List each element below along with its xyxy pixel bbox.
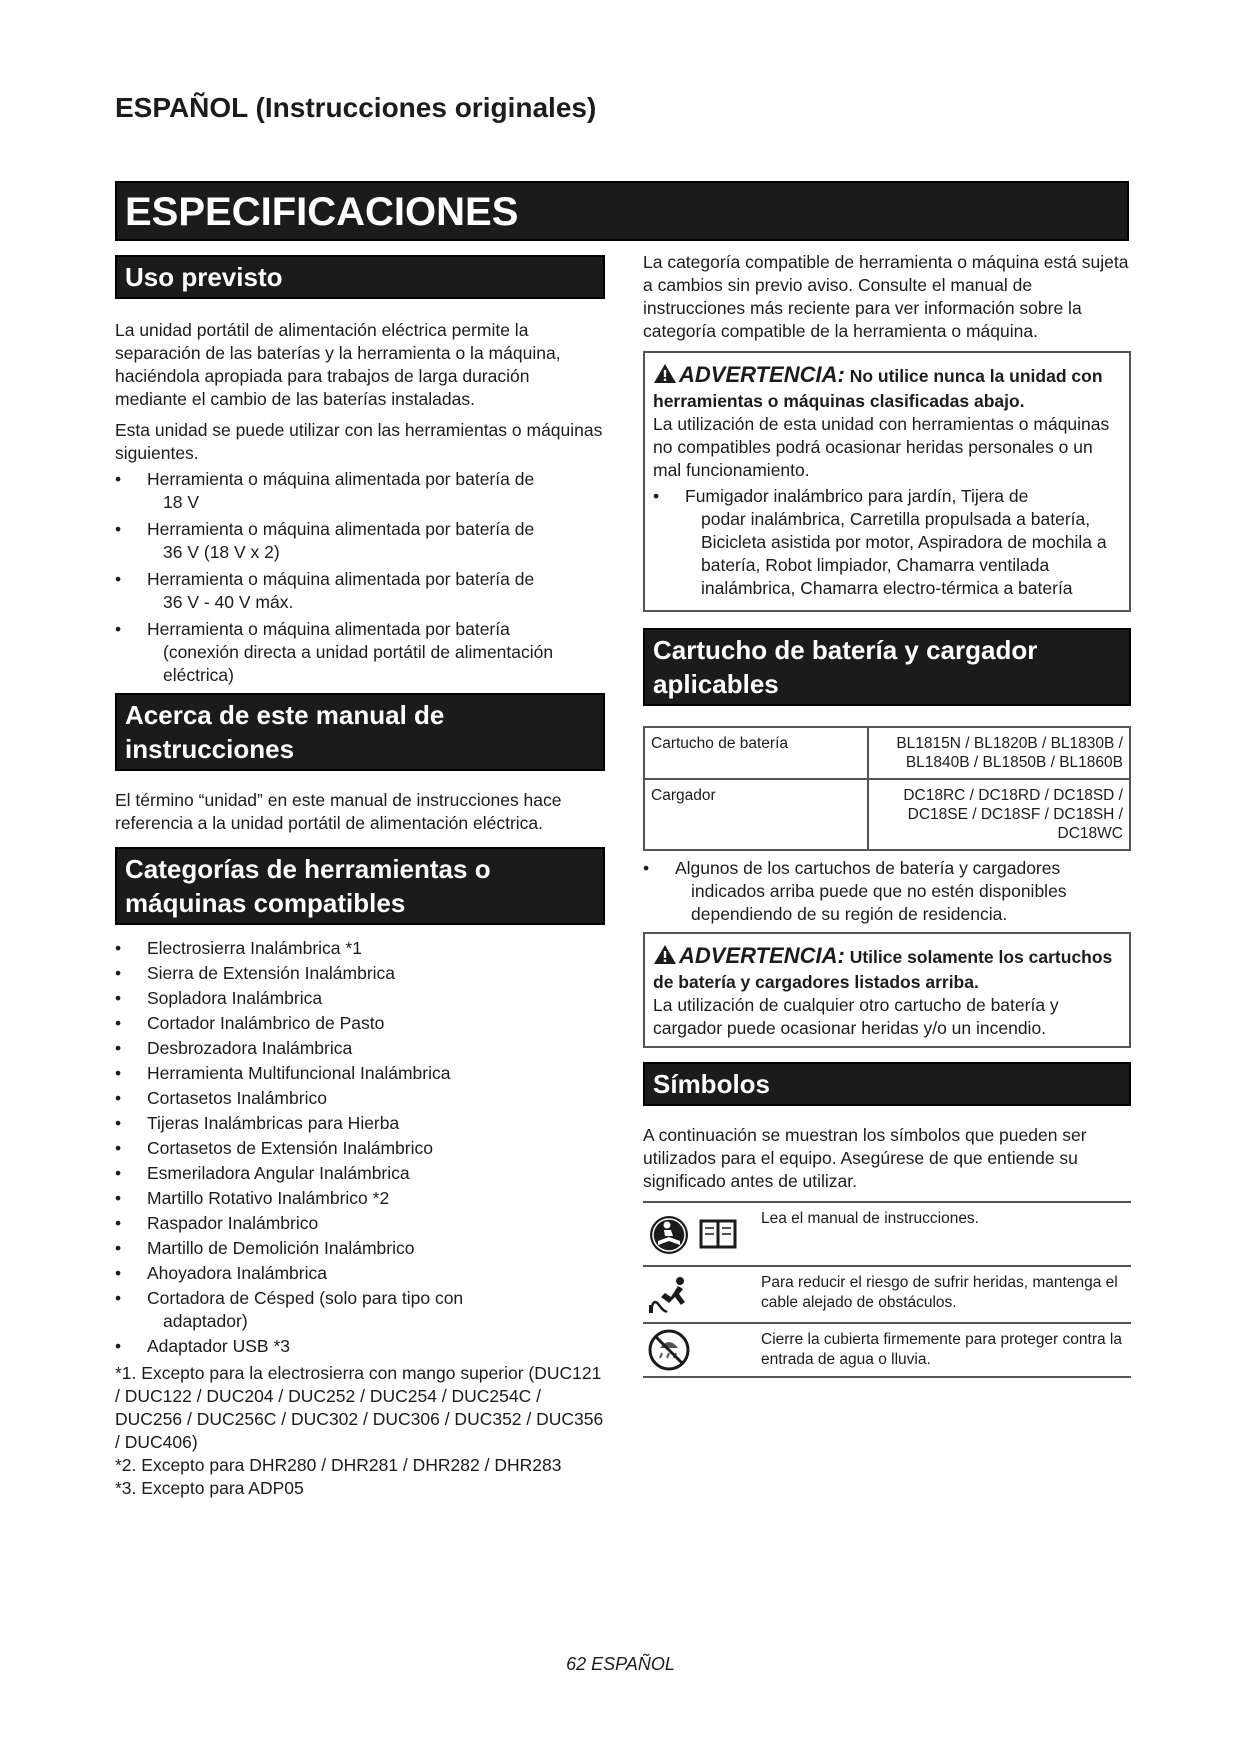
compat-change-paragraph: La categoría compatible de herramienta o máquina está sujeta a cambios sin previo aviso. Consulte el manual de instrucciones más reciente para ver información sobre la categoría compatible de la herramienta o máquina. [643,252,1129,341]
page-footer: 62 ESPAÑOL [566,1654,675,1674]
battery-charger-table [643,726,1131,851]
list-item: • Martillo de Demolición Inalámbrico [115,1237,605,1260]
list-item: • Cortasetos Inalámbrico [115,1087,605,1110]
uso-previsto-list [115,468,605,687]
warning-body: La utilización de esta unidad con herramientas o máquinas no compatibles podrá ocasionar heridas personales o un mal funcionamiento. [653,414,1110,480]
section-heading-acerca: Acerca de este manual de instrucciones [115,693,605,771]
list-item: • Adaptador USB *3 [115,1335,605,1358]
uso-previsto-paragraph-2: Esta unidad se puede utilizar con las herramientas o máquinas siguientes. [115,420,603,463]
warning-triangle-icon [653,944,677,971]
page-language-title: ESPAÑOL (Instrucciones originales) [115,92,597,123]
list-item: • Herramienta o máquina alimentada por batería (conexión directa a unidad portátil de alimentación eléctrica) [115,618,605,687]
read-manual-icon [643,1203,761,1265]
availability-note-list [643,857,1131,926]
list-item: • Tijeras Inalámbricas para Hierba [115,1112,605,1135]
uso-previsto-paragraph-1: La unidad portátil de alimentación eléctrica permite la separación de las baterías y la herramienta o la máquina, haciéndola apropiada para trabajos de larga duración mediante el cambio de las baterías instaladas. [115,320,561,409]
list-item: • Herramienta o máquina alimentada por batería de 18 V [115,468,605,514]
simbolos-intro: A continuación se muestran los símbolos que pueden ser utilizados para el equipo. Asegúrese de que entiende su significado antes de utilizar. [643,1125,1087,1191]
footnote-1: *1. Excepto para la electrosierra con mango superior (DUC121 / DUC122 / DUC204 / DUC252 / DUC254 / DUC254C / DUC256 / DUC256C / DUC302 / DUC306 / DUC352 / DUC356 / DUC406) [115,1363,604,1452]
acerca-paragraph: El término “unidad” en este manual de instrucciones hace referencia a la unidad portátil de alimentación eléctrica. [115,790,562,833]
table-cell-label: Cargador [644,779,868,850]
symbol-row [643,1267,1131,1324]
table-row [644,779,1130,850]
section-heading-categorias: Categorías de herramientas o máquinas compatibles [115,847,605,925]
symbol-text: Cierre la cubierta firmemente para proteger contra la entrada de agua o lluvia. [761,1331,1122,1368]
footnote-2: *2. Excepto para DHR280 / DHR281 / DHR282 / DHR283 [115,1455,562,1475]
main-title-banner: ESPECIFICACIONES [115,181,1129,241]
list-item: • Sierra de Extensión Inalámbrica [115,962,605,985]
section-heading-cartucho: Cartucho de batería y cargador aplicables [643,628,1131,706]
table-cell-label: Cartucho de batería [644,727,868,779]
warning-body: La utilización de cualquier otro cartucho de batería y cargador puede ocasionar heridas y/o un incendio. [653,995,1059,1038]
list-item: • Desbrozadora Inalámbrica [115,1037,605,1060]
list-item: • Algunos de los cartuchos de batería y cargadores indicados arriba puede que no estén disponibles dependiendo de su región de residencia. [643,857,1131,926]
warning-box-listed-only [643,932,1131,1048]
no-rain-icon [643,1324,761,1376]
symbol-row [643,1203,1131,1267]
list-item: • Herramienta o máquina alimentada por batería de 36 V - 40 V máx. [115,568,605,614]
list-item: • Herramienta Multifuncional Inalámbrica [115,1062,605,1085]
list-item: • Ahoyadora Inalámbrica [115,1262,605,1285]
left-column [115,255,605,1500]
list-item: • Fumigador inalámbrico para jardín, Tijera de podar inalámbrica, Carretilla propulsada a batería, Bicicleta asistida por motor, Aspiradora de mochila a batería, Robot limpiador, Chamarra ventilada inalámbrica, Chamarra electro-térmica a batería [653,485,1121,600]
list-item: • Cortador Inalámbrico de Pasto [115,1012,605,1035]
table-cell-value: BL1815N / BL1820B / BL1830B / BL1840B / BL1850B / BL1860B [868,727,1130,779]
list-item: • Martillo Rotativo Inalámbrico *2 [115,1187,605,1210]
list-item: • Sopladora Inalámbrica [115,987,605,1010]
symbol-text: Para reducir el riesgo de sufrir heridas, mantenga el cable alejado de obstáculos. [761,1274,1118,1311]
warning-word: ADVERTENCIA: [679,362,845,387]
warning-box-incompatible [643,351,1131,612]
list-item: • Herramienta o máquina alimentada por batería de 36 V (18 V x 2) [115,518,605,564]
warning-triangle-icon [653,363,677,390]
warning-bold-text: No utilice nunca la unidad con herramientas o máquinas clasificadas abajo. [653,366,1103,411]
symbol-row [643,1324,1131,1378]
symbol-text: Lea el manual de instrucciones. [761,1210,979,1227]
list-item: • Cortadora de Césped (solo para tipo con adaptador) [115,1287,605,1333]
categorias-list [115,937,605,1358]
symbols-table [643,1201,1131,1378]
table-row [644,727,1130,779]
trip-hazard-cable-icon [643,1267,761,1322]
list-item: • Raspador Inalámbrico [115,1212,605,1235]
table-cell-value: DC18RC / DC18RD / DC18SD / DC18SE / DC18SF / DC18SH / DC18WC [868,779,1130,850]
list-item: • Electrosierra Inalámbrica *1 [115,937,605,960]
incompatible-list [653,485,1121,600]
section-heading-simbolos: Símbolos [643,1062,1131,1106]
section-heading-uso-previsto: Uso previsto [115,255,605,299]
warning-bold-text: Utilice solamente los cartuchos de batería y cargadores listados arriba. [653,947,1113,992]
warning-word: ADVERTENCIA: [679,943,845,968]
footnote-3: *3. Excepto para ADP05 [115,1478,304,1498]
right-column [643,252,1131,1378]
list-item: • Cortasetos de Extensión Inalámbrico [115,1137,605,1160]
list-item: • Esmeriladora Angular Inalámbrica [115,1162,605,1185]
